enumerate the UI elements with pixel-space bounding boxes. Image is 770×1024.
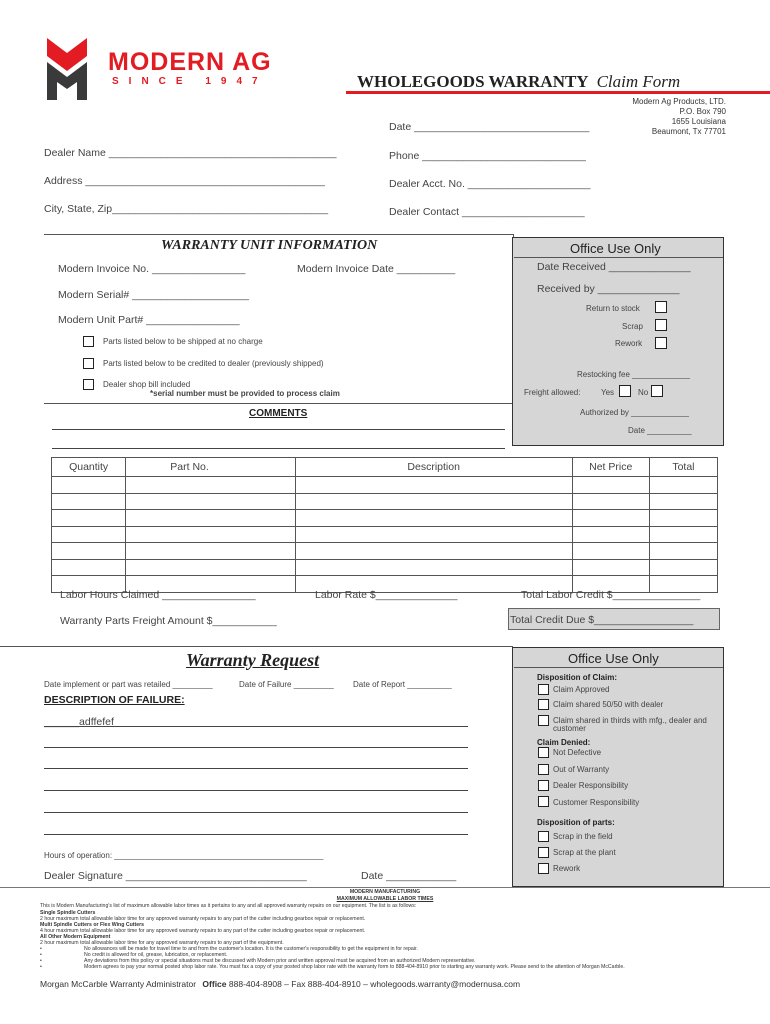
description-line-6[interactable] (44, 834, 468, 835)
shared-thirds-label-1: Claim shared in thirds with mfg., dealer and (553, 716, 707, 725)
dealer-responsibility-checkbox[interactable] (538, 780, 549, 791)
disposition-of-parts-label: Disposition of parts: (537, 818, 615, 827)
freight-allowed-label: Freight allowed: (524, 388, 581, 397)
freight-yes-label: Yes (601, 388, 615, 397)
fine-print-title-2: MAXIMUM ALLOWABLE LABOR TIMES (336, 896, 434, 902)
restocking-fee-field[interactable]: Restocking fee _____________ (577, 370, 690, 379)
claim-approved-label: Claim Approved (553, 685, 610, 694)
freight-yes-checkbox[interactable] (619, 385, 631, 397)
description-line-3[interactable] (44, 768, 468, 769)
bullet-icon: • (40, 964, 42, 970)
bullet-icon: • (40, 946, 42, 952)
form-title-main: WHOLEGOODS WARRANTY (357, 72, 589, 91)
not-defective-label: Not Defective (553, 748, 602, 757)
address-line-2: P.O. Box 790 (679, 107, 726, 116)
labor-hours-field[interactable]: Labor Hours Claimed ________________ (60, 589, 256, 601)
fine-print-heading-3: All Other Modern Equipment (40, 934, 111, 940)
office-use-heading-bottom: Office Use Only (568, 651, 659, 666)
col-part-no: Part No. (126, 458, 296, 477)
dealer-acct-field[interactable]: Dealer Acct. No. _____________________ (389, 178, 591, 190)
freight-no-checkbox[interactable] (651, 385, 663, 397)
description-line-4[interactable] (44, 790, 468, 791)
dealer-name-field[interactable]: Dealer Name _______________________________________ (44, 147, 337, 159)
comments-line-1[interactable] (52, 429, 505, 430)
footer (40, 979, 520, 989)
parts-table (51, 457, 718, 593)
fine-print-bullet-4 (40, 964, 625, 971)
shipped-no-charge-checkbox[interactable] (83, 336, 94, 347)
credited-to-dealer-checkbox[interactable] (83, 358, 94, 369)
claim-denied-label: Claim Denied: (537, 738, 591, 747)
shipped-no-charge-label: Parts listed below to be shipped at no charge (103, 337, 263, 346)
dealer-contact-field[interactable]: Dealer Contact _____________________ (389, 206, 585, 218)
form-title (357, 72, 680, 92)
rework-label: Rework (615, 339, 643, 348)
office-use-heading-bottom-rule (514, 667, 723, 668)
date-of-failure-field[interactable]: Date of Failure _________ (239, 680, 334, 689)
description-text: adffefef (79, 716, 114, 728)
return-to-stock-label: Return to stock (586, 304, 640, 313)
hours-of-operation-field[interactable]: Hours of operation: _______________________________________________ (44, 851, 324, 860)
fine-print-bullet-text-4: Modern agrees to pay your normal posted shop labor rate. You must fax a copy of your posted shop labor rate with the warranty form to 888-404-8910 prior to starting any warranty work. Please send to the attention of Morgan McCarble. (84, 964, 625, 970)
col-net-price: Net Price (572, 458, 649, 477)
fine-print-bullet-text-1: No allowances will be made for travel time to and from the customer's location. It is the customer's responsibility to get the equipment in for repair. (84, 946, 418, 952)
dealer-city-field[interactable]: City, State, Zip_____________________________________ (44, 203, 329, 215)
shop-bill-label: Dealer shop bill included (103, 380, 191, 389)
description-heading: DESCRIPTION OF FAILURE: (44, 694, 185, 706)
rework-checkbox[interactable] (655, 337, 667, 349)
dealer-responsibility-label: Dealer Responsibility (553, 781, 629, 790)
scrap-label: Scrap (622, 322, 643, 331)
date-received-field[interactable]: Date Received ______________ (537, 261, 691, 273)
serial-note: *serial number must be provided to process claim (150, 389, 340, 398)
fine-print-bullet-text-2: No credit is allowed for oil, grease, lubrication, or replacement. (84, 952, 228, 958)
col-description: Description (295, 458, 572, 477)
total-labor-credit-field[interactable]: Total Labor Credit $_______________ (521, 589, 701, 601)
modern-unit-part-field[interactable]: Modern Unit Part# ________________ (58, 314, 240, 326)
address-line-1: Modern Ag Products, LTD. (632, 97, 726, 106)
company-address (600, 97, 726, 137)
bullet-icon: • (40, 958, 42, 964)
description-prefix: ______ (44, 716, 80, 728)
description-line-2[interactable] (44, 747, 468, 748)
customer-responsibility-label: Customer Responsibility (553, 798, 640, 807)
total-credit-due-field[interactable]: Total Credit Due $_________________ (510, 614, 694, 626)
form-title-sub: Claim Form (596, 72, 681, 91)
footer-admin: Morgan McCarble Warranty Administrator (40, 979, 197, 989)
comments-divider (44, 403, 514, 404)
col-quantity: Quantity (52, 458, 126, 477)
freight-no-label: No (638, 388, 649, 397)
fine-print-bullet-text-3: Any deviations from this policy or special situations must be discussed with Modern prior and written approval must be acquired from an authorized Modern representative. (84, 958, 476, 964)
shared-thirds-checkbox[interactable] (538, 715, 549, 726)
modern-serial-field[interactable]: Modern Serial# ____________________ (58, 289, 249, 301)
shared-thirds-label-2: customer (553, 724, 586, 733)
dealer-signature-field[interactable]: Dealer Signature _______________________________ (44, 870, 307, 882)
fine-print-text-1: 2 hour maximum total allowable labor time for any approved warranty repairs to any part of the cutter including gearbox repair or replacement. (40, 916, 366, 922)
dealer-address-field[interactable]: Address _________________________________________ (44, 175, 325, 187)
scrap-in-field-checkbox[interactable] (538, 831, 549, 842)
description-line-1[interactable] (44, 726, 468, 727)
shop-bill-checkbox[interactable] (83, 379, 94, 390)
rework-parts-label: Rework (553, 864, 581, 873)
authorized-by-field[interactable]: Authorized by _____________ (580, 408, 689, 417)
fine-print-heading-2: Multi Spindle Cutters or Flex Wing Cutters (40, 922, 144, 928)
disposition-of-claim-label: Disposition of Claim: (537, 673, 617, 682)
out-of-warranty-label: Out of Warranty (553, 765, 610, 774)
signature-date-field[interactable]: Date ____________ (361, 870, 457, 882)
dealer-phone-field[interactable]: Phone ____________________________ (389, 150, 586, 162)
logo (42, 38, 342, 100)
scrap-at-plant-label: Scrap at the plant (553, 848, 616, 857)
customer-responsibility-checkbox[interactable] (538, 796, 549, 807)
bullet-icon: • (40, 952, 42, 958)
warranty-unit-heading: WARRANTY UNIT INFORMATION (161, 238, 378, 253)
brand-since: SINCE 1947 (112, 76, 268, 87)
table-row[interactable] (52, 477, 718, 494)
date-retailed-field[interactable]: Date implement or part was retailed _________ (44, 680, 213, 689)
modern-ag-logo-mark (42, 38, 92, 100)
shared-5050-label: Claim shared 50/50 with dealer (553, 700, 664, 709)
footer-office-label: Office (202, 979, 227, 989)
footer-contact[interactable]: 888-404-8908 – Fax 888-404-8910 – wholegoods.warranty@modernusa.com (228, 979, 521, 989)
claim-date-field[interactable]: Date ______________________________ (389, 121, 590, 133)
warranty-request-heading: Warranty Request (186, 650, 320, 670)
credited-to-dealer-label: Parts listed below to be credited to dealer (previously shipped) (103, 359, 324, 368)
table-row[interactable] (52, 510, 718, 527)
office-use-heading-top-rule (514, 257, 723, 258)
comments-line-2[interactable] (52, 448, 505, 449)
received-by-field[interactable]: Received by ______________ (537, 283, 680, 295)
labor-rate-field[interactable]: Labor Rate $______________ (315, 589, 458, 601)
fine-print-text-3: 2 hour maximum total allowable labor time for any approved warranty repairs to any part of the equipment. (40, 940, 284, 946)
scrap-in-field-label: Scrap in the field (553, 832, 613, 841)
table-row[interactable] (52, 493, 718, 510)
modern-invoice-date-field[interactable]: Modern Invoice Date __________ (297, 263, 456, 275)
scrap-checkbox[interactable] (655, 319, 667, 331)
parts-table-header (52, 458, 718, 477)
table-row[interactable] (52, 559, 718, 576)
table-row[interactable] (52, 543, 718, 560)
shared-5050-checkbox[interactable] (538, 699, 549, 710)
request-divider (0, 646, 513, 647)
rework-parts-checkbox[interactable] (538, 863, 549, 874)
date-of-report-field[interactable]: Date of Report __________ (353, 680, 452, 689)
fine-print-title-1: MODERN MANUFACTURING (349, 889, 421, 895)
office-use-heading-top: Office Use Only (570, 241, 661, 256)
brand-name: MODERN AG (108, 48, 272, 76)
return-to-stock-checkbox[interactable] (655, 301, 667, 313)
scrap-at-plant-checkbox[interactable] (538, 847, 549, 858)
comments-heading: COMMENTS (249, 408, 308, 419)
office-date-field[interactable]: Date __________ (628, 426, 692, 435)
modern-invoice-no-field[interactable]: Modern Invoice No. ________________ (58, 263, 246, 275)
fine-print-text-2: 4 hour maximum total allowable labor time for any approved warranty repairs to any part of the cutter including gearbox repair or replacement. (40, 928, 366, 934)
description-line-5[interactable] (44, 812, 468, 813)
fine-print-intro: This is Modern Manufacturing's list of maximum allowable labor times as it pertains to any and all approved warranty repairs on our equipment. The list is as follows: (40, 903, 417, 909)
claim-approved-checkbox[interactable] (538, 684, 549, 695)
address-line-4: Beaumont, Tx 77701 (651, 127, 726, 136)
address-line-3: 1655 Louisiana (671, 117, 726, 126)
fine-print-divider (0, 887, 770, 888)
table-row[interactable] (52, 526, 718, 543)
fine-print-heading-1: Single Spindle Cutters (40, 910, 96, 916)
not-defective-checkbox[interactable] (538, 747, 549, 758)
col-total: Total (649, 458, 717, 477)
out-of-warranty-checkbox[interactable] (538, 764, 549, 775)
freight-amount-field[interactable]: Warranty Parts Freight Amount $___________ (60, 615, 277, 627)
